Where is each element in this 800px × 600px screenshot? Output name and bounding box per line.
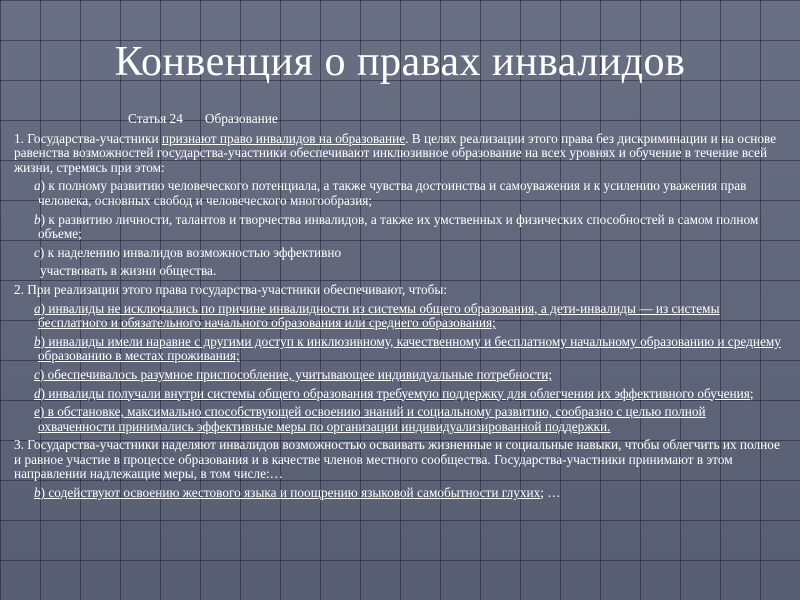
- article-number: Статья 24: [128, 111, 183, 126]
- point-1c-letter: c: [34, 244, 40, 260]
- point-2d-text: ) инвалиды получали внутри системы общего образования требуемую поддержку для облегчения их эффективного обучения;: [40, 385, 754, 401]
- point-2e: [14, 405, 784, 434]
- point-1-underlined: признают право инвалидов на образование: [161, 130, 406, 146]
- point-2b-text: ) инвалиды имели наравне с другими доступ к инклюзивному, качественному и бесплатному начальному образованию и среднему образованию в местах проживания;: [38, 333, 781, 364]
- slide-title: Конвенция о правах инвалидов: [114, 39, 686, 85]
- point-1-text: . В целях реализации этого права без дискриминации и на основе равенства возможностей государства-участники обеспечивают инклюзивное образование на всех уровнях и обучение в течение всей жизни, стремясь при этом:: [14, 130, 777, 175]
- point-1b: [14, 213, 784, 242]
- point-1b-text: ) к развитию личности, талантов и творчества инвалидов, а также их умственных и физических способностей в самом полном объеме;: [38, 211, 759, 242]
- point-3b-ending: ; …: [540, 485, 561, 501]
- article-heading: [14, 112, 784, 127]
- point-2b-letter: b: [34, 333, 41, 349]
- point-1-number: 1.: [14, 130, 24, 146]
- point-2c: [14, 368, 784, 383]
- point-1a: [14, 179, 784, 208]
- point-2d-letter: d: [34, 385, 41, 401]
- point-1a-letter: a: [34, 178, 41, 194]
- point-2a-text: ) инвалиды не исключались по причине инвалидности из системы общего образования, а дети-инвалиды — из системы бесплатного и обязательного начального образования или среднего образования;: [38, 300, 720, 331]
- point-2a: [14, 302, 784, 331]
- point-2c-text: ) обеспечивалось разумное приспособление, учитывающее индивидуальные потребности;: [39, 366, 553, 382]
- point-2c-letter: c: [34, 366, 40, 382]
- point-1b-letter: b: [34, 211, 41, 227]
- point-2: 2. При реализации этого права государства-участники обеспечивают, чтобы:: [14, 281, 448, 297]
- point-3b-letter: b: [34, 485, 41, 501]
- slide-body: [14, 112, 784, 505]
- point-2e-letter: e: [34, 404, 40, 420]
- article-title: Образование: [204, 111, 278, 126]
- point-2e-text: ) в обстановке, максимально способствующей освоению знаний и социальному развитию, сообразно с целью полной охваченности принимались эффективные меры по организации индивидуализированной поддержки.: [38, 404, 706, 434]
- point-1c-text: ) к наделению инвалидов возможностью эффективно: [39, 244, 342, 260]
- point-3: 3. Государства-участники наделяют инвалидов возможностью осваивать жизненные и социальные навыки, чтобы облегчить их полное и равное участие в процессе образования и в качестве членов местного сообщества. Государства-участники принимают в этом направлении надлежащие меры, в том числе:…: [14, 437, 780, 482]
- point-3b: [14, 486, 784, 501]
- point-2d: [14, 387, 784, 402]
- point-1: [14, 132, 784, 176]
- point-2a-letter: a: [34, 300, 41, 316]
- point-1a-text: ) к полному развитию человеческого потенциала, а также чувства достоинства и самоуважения и к усилению уважения прав человека, основных свобод и человеческого многообразия;: [38, 178, 747, 208]
- point-2b: [14, 335, 784, 364]
- point-1-intro: Государства-участники: [23, 130, 162, 146]
- point-3b-text: ) содействуют освоению жестового языка и поощрению языковой самобытности глухих: [40, 485, 541, 501]
- point-1c-continuation: участвовать в жизни общества.: [40, 263, 217, 279]
- point-1c: [14, 246, 784, 261]
